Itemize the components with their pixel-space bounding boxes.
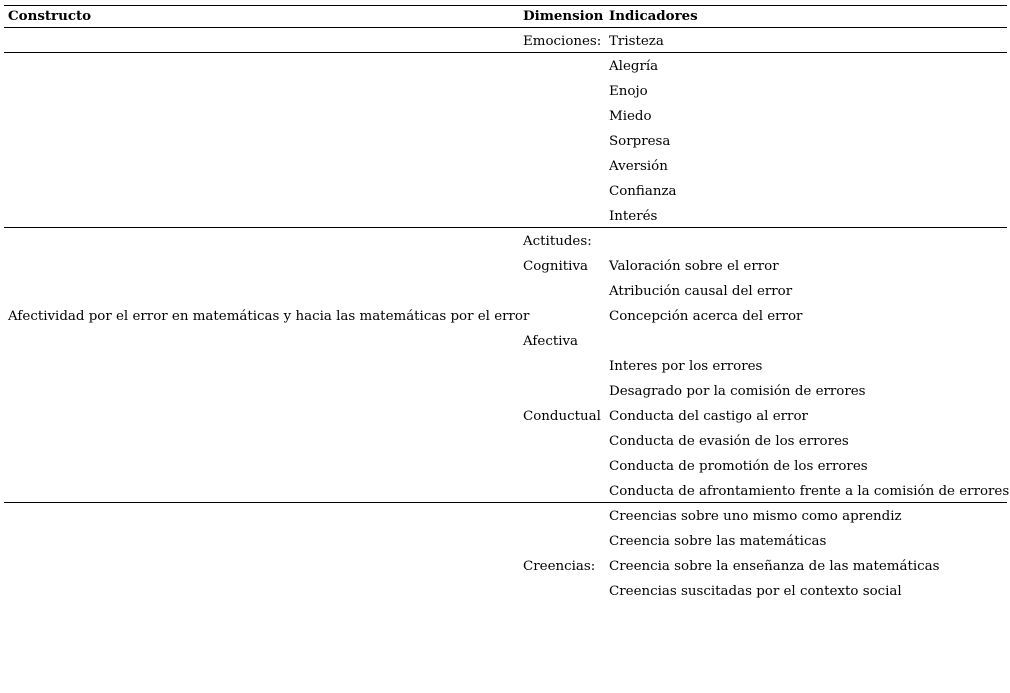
indicator: Creencia sobre la enseñanza de las matemáticas	[609, 559, 940, 574]
table-row	[4, 179, 1007, 204]
indicator: Conducta de promotión de los errores	[609, 459, 868, 474]
subdimension-cognitiva: Cognitiva	[523, 259, 588, 274]
indicator: Interés	[609, 209, 658, 224]
table-row	[4, 154, 1007, 179]
indicator: Interes por los errores	[609, 359, 763, 374]
table-row	[4, 454, 1007, 479]
indicator: Concepción acerca del error	[609, 309, 803, 324]
table-row	[4, 129, 1007, 154]
table-row	[4, 204, 1007, 229]
header-dimension: Dimension	[523, 8, 604, 24]
table-header-row	[4, 4, 1007, 29]
table-row	[4, 354, 1007, 379]
dimension-actitudes: Actitudes:	[523, 234, 592, 249]
table-row	[4, 254, 1007, 279]
indicator: Creencias suscitadas por el contexto social	[609, 584, 902, 599]
indicator: Desagrado por la comisión de errores	[609, 384, 866, 399]
indicator: Confianza	[609, 184, 677, 199]
table-row	[4, 504, 1007, 529]
header-indicadores: Indicadores	[609, 8, 698, 24]
indicator: Alegría	[609, 59, 659, 74]
indicator: Atribución causal del error	[609, 284, 793, 299]
subdimension-conductual: Conductual	[523, 409, 601, 424]
table-row	[4, 29, 1007, 54]
subdimension-afectiva: Afectiva	[523, 334, 579, 349]
indicator: Sorpresa	[609, 134, 671, 149]
indicator: Aversión	[609, 159, 668, 174]
table-row	[4, 304, 1007, 329]
indicator: Enojo	[609, 84, 648, 99]
table-row	[4, 529, 1007, 554]
dimension-emociones: Emociones:	[523, 34, 602, 49]
indicator: Creencias sobre uno mismo como aprendiz	[609, 509, 902, 524]
table-row	[4, 429, 1007, 454]
header-constructo: Constructo	[8, 8, 92, 24]
table-row	[4, 554, 1007, 579]
dimension-creencias: Creencias:	[523, 559, 596, 574]
indicator: Tristeza	[609, 34, 664, 49]
indicator: Valoración sobre el error	[609, 259, 779, 274]
table-row	[4, 329, 1007, 354]
table-row	[4, 479, 1010, 504]
table-row	[4, 229, 1007, 254]
indicator: Creencia sobre las matemáticas	[609, 534, 827, 549]
indicator: Conducta del castigo al error	[609, 409, 808, 424]
table-row	[4, 79, 1007, 104]
table-row	[4, 279, 1007, 304]
table-row	[4, 404, 1007, 429]
indicator: Miedo	[609, 109, 652, 124]
table-row	[4, 379, 1007, 404]
table-row	[4, 579, 1007, 604]
construct-label: Afectividad por el error en matemáticas y hacia las matemáticas por el error	[8, 309, 530, 324]
indicator: Conducta de evasión de los errores	[609, 434, 849, 449]
table-row	[4, 104, 1007, 129]
table-row	[4, 54, 1007, 79]
indicator: Conducta de afrontamiento frente a la comisión de errores	[609, 484, 1010, 499]
